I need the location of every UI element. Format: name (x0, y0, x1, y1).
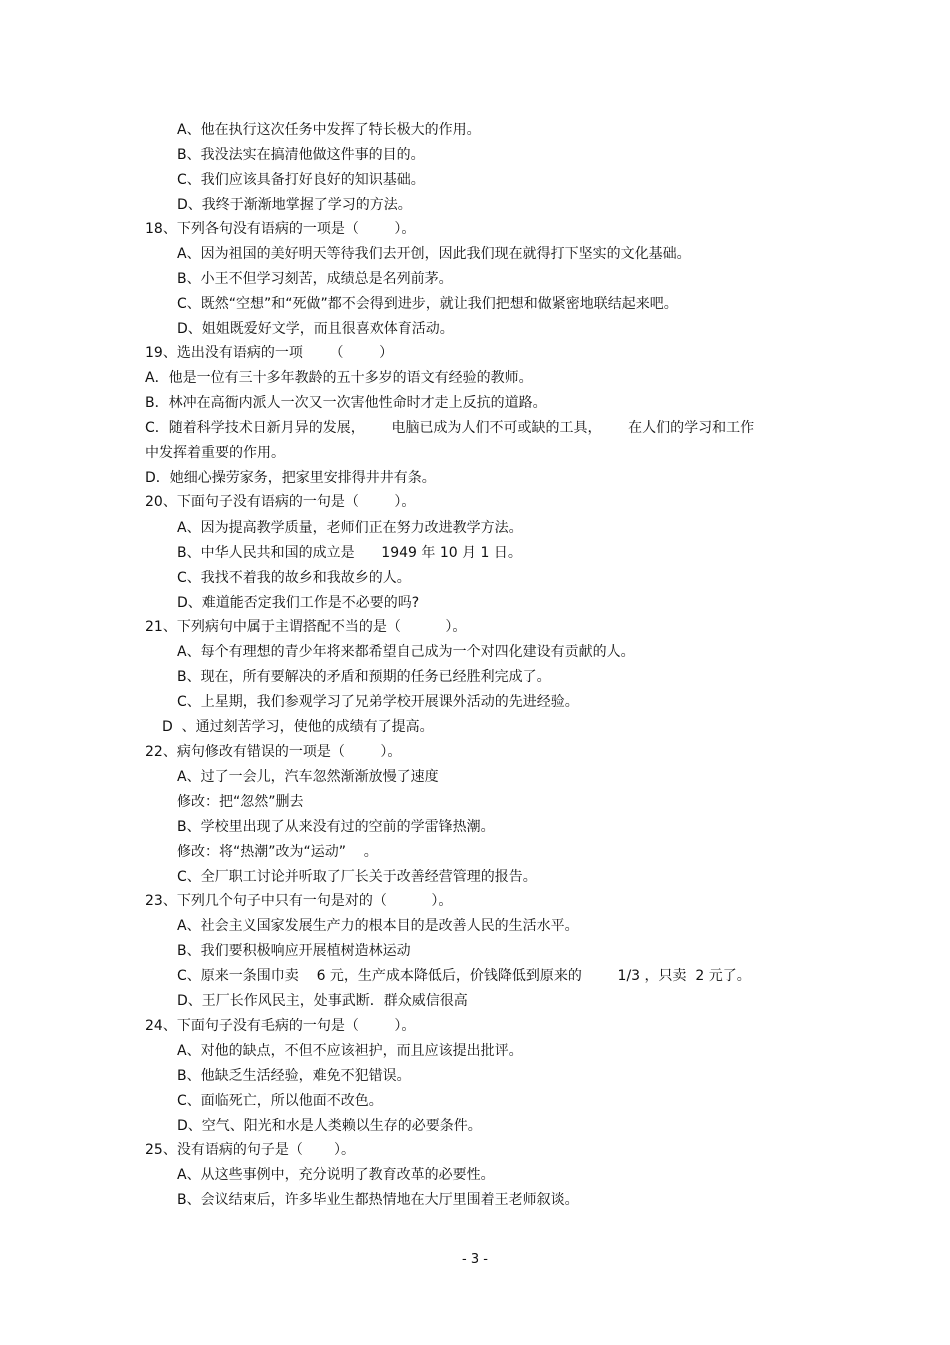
question-18: 18、下列各句没有语病的一项是（ ）。 (145, 221, 416, 237)
option-text: D．她细心操劳家务，把家里安排得井井有条。 (145, 470, 436, 486)
option-text: B、现在，所有要解决的矛盾和预期的任务已经胜利完成了。 (177, 669, 551, 685)
option-text: B、中华人民共和国的成立是 1949 年 10 月 1 日。 (177, 545, 522, 561)
option-text: B、小王不但学习刻苦，成绩总是名列前茅。 (177, 271, 453, 287)
option-text: A、他在执行这次任务中发挥了特长极大的作用。 (177, 122, 481, 138)
question-24: 24、下面句子没有毛病的一句是（ ）。 (145, 1018, 416, 1034)
option-text: B、学校里出现了从来没有过的空前的学雷锋热潮。 (177, 819, 495, 835)
option-text: A、过了一会儿，汽车忽然渐渐放慢了速度 (177, 769, 439, 785)
option-text: C、上星期，我们参观学习了兄弟学校开展课外活动的先进经验。 (177, 694, 579, 710)
option-text: A、每个有理想的青少年将来都希望自己成为一个对四化建设有贡献的人。 (177, 644, 635, 660)
option-text: C、既然“空想”和“死做”都不会得到进步，就让我们把想和做紧密地联结起来吧。 (177, 296, 678, 312)
question-20: 20、下面句子没有语病的一句是（ ）。 (145, 494, 416, 510)
option-text: 修改：把“忽然”删去 (177, 794, 304, 810)
option-text: A、因为祖国的美好明天等待我们去开创，因此我们现在就得打下坚实的文化基础。 (177, 246, 691, 262)
option-text: D、难道能否定我们工作是不必要的吗? (177, 595, 420, 611)
option-text: A、从这些事例中，充分说明了教育改革的必要性。 (177, 1167, 495, 1183)
option-text: C、全厂职工讨论并听取了厂长关于改善经营管理的报告。 (177, 869, 537, 885)
option-text: D 、通过刻苦学习，使他的成绩有了提高。 (162, 719, 434, 735)
option-text: C、面临死亡，所以他面不改色。 (177, 1093, 383, 1109)
question-19: 19、选出没有语病的一项 （ ） (145, 345, 394, 361)
option-text: D、空气、阳光和水是人类赖以生存的必要条件。 (177, 1118, 482, 1134)
option-text: D、姐姐既爱好文学，而且很喜欢体育活动。 (177, 321, 454, 337)
option-text: A、社会主义国家发展生产力的根本目的是改善人民的生活水平。 (177, 918, 579, 934)
option-text: C、我找不着我的故乡和我故乡的人。 (177, 570, 411, 586)
option-text: C、我们应该具备打好良好的知识基础。 (177, 172, 425, 188)
option-text: C、原来一条围巾卖 6 元，生产成本降低后，价钱降低到原来的 1/3 ，只卖 2 元了。 (177, 968, 751, 984)
option-text: B、会议结束后，许多毕业生都热情地在大厅里围着王老师叙谈。 (177, 1192, 579, 1208)
option-text: 中发挥着重要的作用。 (145, 445, 285, 461)
option-text: A．他是一位有三十多年教龄的五十多岁的语文有经验的教师。 (145, 370, 533, 386)
option-text: C．随着科学技术日新月异的发展， 电脑已成为人们不可或缺的工具， 在人们的学习和工作 (145, 420, 755, 436)
question-22: 22、病句修改有错误的一项是（ ）。 (145, 744, 402, 760)
option-text: B、我没法实在搞清他做这件事的目的。 (177, 147, 425, 163)
page-number: - 3 - (462, 1252, 488, 1267)
question-23: 23、下列几个句子中只有一句是对的（ ）。 (145, 893, 453, 909)
option-text: A、因为提高教学质量，老师们正在努力改进教学方法。 (177, 520, 523, 536)
option-text: D、王厂长作风民主，处事武断．群众威信很高 (177, 993, 468, 1009)
question-21: 21、下列病句中属于主谓搭配不当的是（ ）。 (145, 619, 467, 635)
option-text: B．林冲在高衙内派人一次又一次害他性命时才走上反抗的道路。 (145, 395, 547, 411)
option-text: B、他缺乏生活经验，难免不犯错误。 (177, 1068, 411, 1084)
option-text: A、对他的缺点，不但不应该袒护，而且应该提出批评。 (177, 1043, 523, 1059)
option-text: B、我们要积极响应开展植树造林运动 (177, 943, 411, 959)
option-text: D、我终于渐渐地掌握了学习的方法。 (177, 197, 412, 213)
question-25: 25、没有语病的句子是（ ）。 (145, 1142, 355, 1158)
option-text: 修改：将“热潮”改为“运动” 。 (177, 844, 378, 860)
